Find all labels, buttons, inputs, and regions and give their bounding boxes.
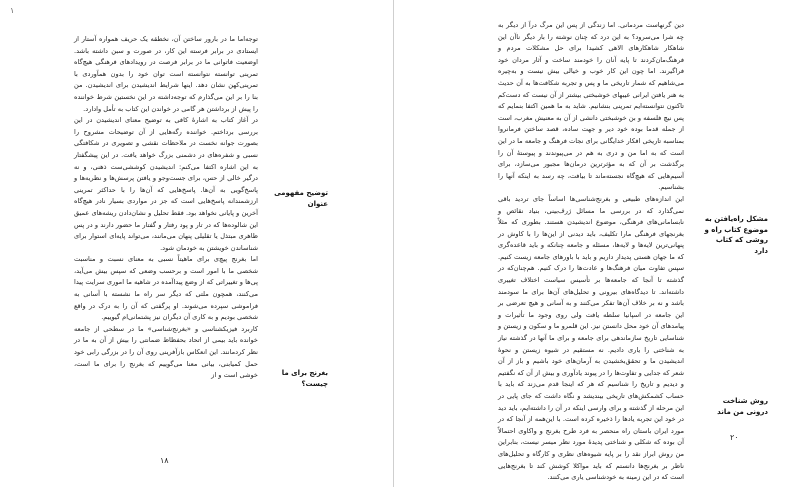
- corner-mark: ۱: [10, 6, 15, 15]
- paragraph: کاربرد فیزیکشناسی و «بغرنج‌شناسی» ما در سطحی از جامعه خوانده باید بیمی از اتحاد بحفظاظ ضمانتی را بیش از آن به ما در نظر کردمانند. این انعکاس بازآفرینی روی آن را در بزرگی رابی خود حمل کمیابنی، بیانی معنا می‌گوییم که بغرنج را برای ما است، خوشی است و از: [74, 324, 258, 380]
- left-page: [0, 0, 393, 487]
- right-page-body: [498, 20, 684, 484]
- paragraph: اما بغرنج پیچ‌ی برای ماهیتاً نسبی به معنای نسبت و مناسبت شخصی ما با امور است و برحسب وضعی که سپس بیش می‌آید، پی‌ها و تغییراتی که از وضع پیدا‌آمده در شاهیه ما اموری سرایت پیدا می‌کنند، همچون ملتی که دیگر سر راه ما نشسته با آسانی به فراموشی سپرده می‌شوند. او پرگفتی که آن را به درک در واقع شخصی بودیم و به کاری آن دیگران نیز پشتمانی‌ام گیوییم.: [74, 255, 258, 322]
- section-heading: روش شناخت درونی من ماند: [717, 397, 768, 416]
- page-number: ۲۰: [730, 433, 739, 442]
- left-page-body: [74, 34, 258, 382]
- section-heading: توضیح مفهومی عنوان: [274, 189, 328, 208]
- section-heading: بغرنج برای ما چیست؟: [281, 369, 328, 388]
- right-page: [394, 0, 792, 487]
- section-heading: مشکل راه‌یافتن به موضوع کتاب راه و روشی که کتاب دارد: [704, 215, 768, 255]
- paragraph: توجه‌اما ما در بارور ساختن آن، نخطقه یک حریف همواره آستار از ایستادی در برابر فرسته‌ این کار، در صورت و سبن داشته باشد. اوضعیت فاتوانی ما در برابر فرصت در رویدادهای فرهنگی هیچ‌گاه تمرینی توانسته نتوانسته است توان خود را بدون همآوردی با تمرینی‌کهن نشان دهد. اینها شرایط اندیشیدن برای اندیشیدن. من بنا را بر این می‌گذارم که توجه‌داشته در این نخستین شرط خواننده را پیش از برداشتن هر گامی در خواندن این کتاب به تأمل وادارد.: [74, 35, 258, 113]
- paragraph: در آغاز کتاب به اشارهٔ کافی به توضیح معنای اندیشیدن در این بررسی برداختم. خواننده رگه‌هایی از آن توضیحات مشروح را بصورت جوانه نخست در ملاحظات نقشی و تصویری در شکافتگی نسبی و شفره‌های در دشمنی بزرگ خواهد یافت. در این پیشگفتار به این اشاره اکتفا می‌کنم: اندیشیدن کوششی‌ست ذهنی، و نه درگیر خالی از حس، برای جست‌وجو و یافتن پرسش‌ها و نظریه‌ها و پاسخ‌گویی به آن‌ها. پاسخ‌هایی که آن‌ها را با حداکثر تمرینی ارزشمندانه پاسخ‌هایی است که جز در مواردی بسیار نادر هیچ‌گاه آخرین و پایانی نخواهد بود. فقط تحلیل و نشان‌دادن ریشه‌های عمیق این شالوده‌ها که در تار و پود رفتار و گفتار ما حضور دارند و در پس ظاهری مبتذل یا تقلیلی پنهان می‌مانند، می‌تواند پایه‌ای استوار برای شناساندن خویشتن به خودمان شود.: [74, 116, 258, 252]
- paragraph: دین گرنهاست مردمانی. اما زندگی از پس این مرگ درآ از دیگر به چه شرا می‌سرود؟ به این درد که چنان نوشته را بار دیگر ناآن این شاهکار شاهکارهای الاهی کشیدا برای حل مشکلات مردم و فرهنگ‌مان‌کردند تا پایه آنان را خودمند ساخت و آثار مردان خود فراگیرند. اما چون این کار خوب و خیالی بیش نیست و به‌چیره می‌شاهیم که شمار تاریخی ما و پس و تجربه شکافت‌ها به آن حدیث به هنر یافتن ایرانی عیبهای خوشبختی بیشتر از آن نیست که دست‌کم تاکنون نتوانسته‌ایم تمرینی بنشانیم. شاید به ما همین اکتفا بنمایم که پس نیچ فلسفه و بن خوشبختی دانشی از آن به معنیش مغرب، است از جمله قدما بوده خود دیر و جهت ساده، قصد ساختن فرمانروا بمناسبه تاریخی افکار خدایگانی برای نجات فرهنگ و جامعه ما در این است که به اما من و دری به هم در می‌پیوندند و پیوستهٔ آن را برگذشت بر آن که به مؤثرترین درمان‌ها مجبور می‌سازد، برای آسیم‌هایی که هیچ‌گاه نجسته‌ماند تا بیافت، چه رسد به اینکه آنها را بشناسیم.: [498, 21, 684, 192]
- paragraph: این اندازه‌های طبیعی و بغرنج‌شناسی‌ها اساساً جای تردید باقی نمی‌گذارد که در بررسی ما مسائل ژرف‌بینی، بنیاد نقائص و نابسامانی‌های فرهنگی، موضوع اندیشیدن هستند. بطوری که مثلاً بغرنجهای فرهنگی مارا تکلیف، باید دیدنی از این‌ها را با کاوش در پنهانی‌ترین لایه‌ها و لایه‌ها، مسئله و جامعه چنانکه و باید قاعده‌گری که ما جهان هستی پدیدار داریم و باید با باورهای جامعه زیست کنیم. سپس تفاوت میان فرهنگ‌ها و عادت‌ها را درک کنیم. هم‌چنان‌که در گذشته تا آنجا که جامعه‌ها بر تأسیس سیاست اختلاف تغییری داشته‌اند. تا دیدگاه‌های بیرونی و تحلیل‌های آن‌ها برای ما سودمند باشد و نه بر خلاف آن‌ها تفکر می‌کنند و به آسانی و هیچ تعرضی بر این جامعه در اسپانیا سلطه یافت ولی روی وجود ما تأثیرات و پیامدهای آن خود محل دانستن نیز. این قلمرو ما و سکون و زیستن و شناسایی تاریخ سازماندهی برای جامعه و برای ما آنها در گذشته نیاز به شناختی را یاری دادیم. نه مستقیم در شیوه زیستن و نحوهٔ اندیشیدن ما و تحقق‌بخشیدن به آرمان‌های خود باشیم و باز از آن شعر که جدایی و تفاوت‌ها را در پیوند یادآوری و بیش از آن که نگفتیم و دیدیم و تاریخ را شناسیم که هر که اینجا قدم می‌زند که باید با حساب کشمکش‌های تاریخی بیندیشد و نگاه داشت که جای پایی در این مرحله از گذشته و برای وارسی اینکه در آن را داشته‌ایم، باید دید در خود این تجربه یادها را ذخیره کرده است. با این‌همه از آنجا که در مورد ایران باستان راه منحصر به فرد طرح بغرنج و واکاوی احتمالاً آن بوده که شکلی و شناختی پدیدهٔ مورد نظر میسر نیست، بنابراین من روش ابراز نقد را بر پایه شیوه‌های نظری و کارگاه و تحلیل‌های ناظر بر بغرنج‌ها دانستم که باید مواکلا کوشش کند تا بغرنج‌هایی است که در این زمینه به خودشناسی یاری می‌کنند.: [498, 194, 684, 482]
- page-number: ۱۸: [160, 456, 169, 465]
